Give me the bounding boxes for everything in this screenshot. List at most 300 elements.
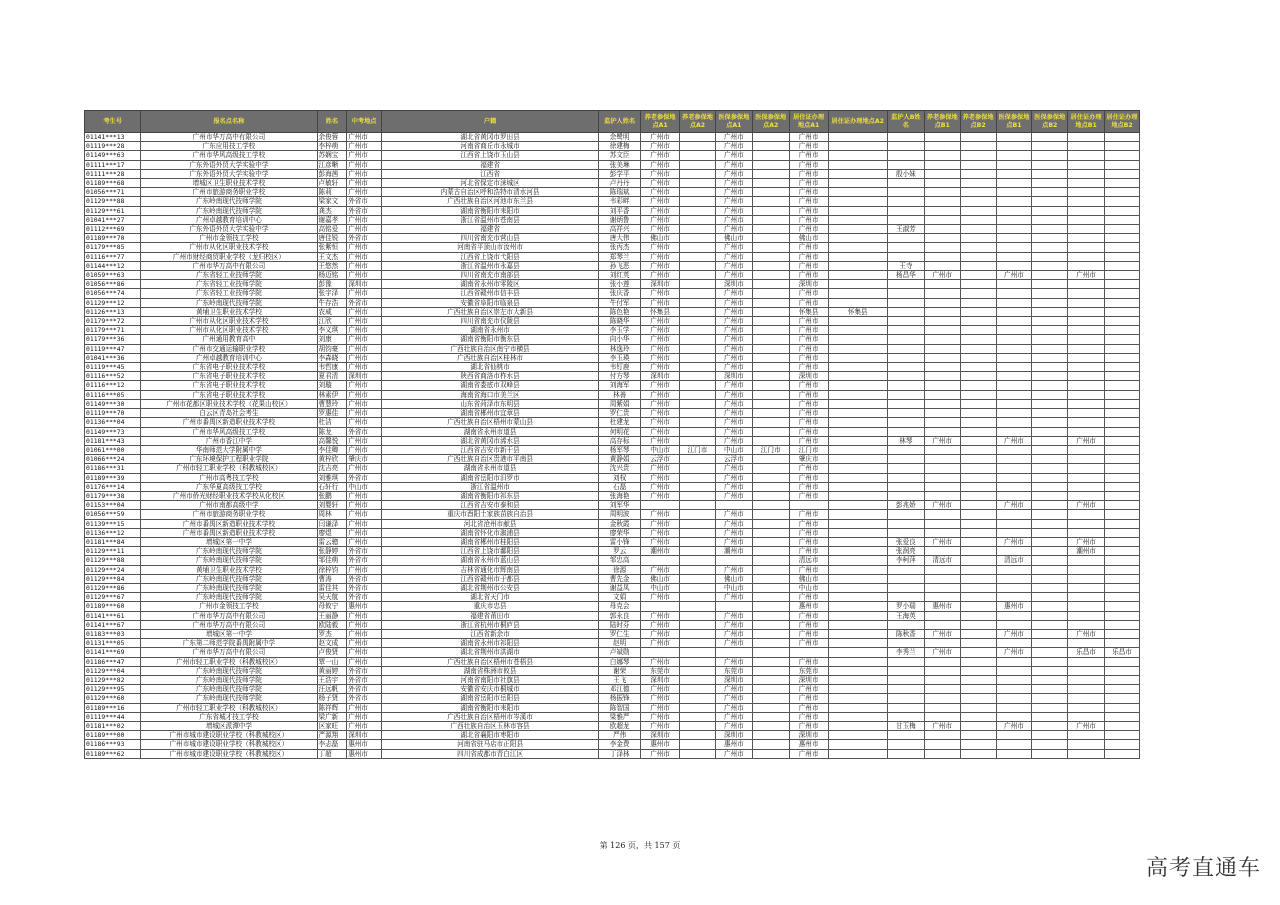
table-cell — [924, 188, 960, 197]
table-cell — [1105, 491, 1140, 500]
table-cell: 徐源 — [599, 565, 641, 574]
table-cell: 谢炳鲁 — [599, 215, 641, 224]
table-cell — [828, 261, 887, 270]
table-cell — [752, 436, 789, 445]
table-cell — [887, 418, 924, 427]
table-cell: 内蒙古自治区呼和浩特市清水河县 — [382, 188, 599, 197]
table-cell: 福建省莆田市 — [382, 611, 599, 620]
table-cell: 广东岭南现代技师学院 — [141, 593, 317, 602]
table-cell — [1032, 252, 1068, 261]
table-cell: 赵明 — [599, 639, 641, 648]
table-cell — [996, 482, 1032, 491]
table-cell: 广州通用教育高中 — [141, 335, 317, 344]
table-row — [85, 629, 1140, 638]
table-cell: 河南省商丘市永城市 — [382, 142, 599, 151]
table-cell: 广州市 — [641, 169, 680, 178]
table-cell — [1032, 445, 1068, 454]
table-cell — [1105, 639, 1140, 648]
table-cell: 广州市华风高级技工学校 — [141, 427, 317, 436]
table-cell — [752, 298, 789, 307]
table-cell — [960, 583, 996, 592]
table-cell: 佛山市 — [715, 234, 752, 243]
table-cell — [960, 353, 996, 362]
table-cell — [996, 243, 1032, 252]
table-cell: 深圳市 — [715, 675, 752, 684]
table-cell: 吉林省通化市辉南县 — [382, 565, 599, 574]
table-cell: 清远市 — [924, 556, 960, 565]
table-cell: 怀集县 — [641, 307, 680, 316]
table-cell: 广州市 — [996, 648, 1032, 657]
table-cell: 广州市 — [641, 160, 680, 169]
table-row — [85, 528, 1140, 537]
table-cell — [752, 215, 789, 224]
table-cell: 母攸宁 — [317, 602, 347, 611]
table-cell: 广州市 — [924, 722, 960, 731]
table-cell: 广州市 — [641, 225, 680, 234]
table-cell: 石轩行 — [317, 482, 347, 491]
table-cell — [1105, 740, 1140, 749]
table-cell: 广州市 — [347, 409, 382, 418]
table-cell: 广西壮族自治区河池市东兰县 — [382, 197, 599, 206]
table-cell — [1032, 491, 1068, 500]
table-cell: 广州市 — [347, 390, 382, 399]
table-cell — [752, 261, 789, 270]
table-cell — [1068, 409, 1105, 418]
table-cell: 广东岭南现代技师学院 — [141, 547, 317, 556]
table-row — [85, 298, 1140, 307]
table-cell: 01186***47 — [85, 657, 141, 666]
table-cell: 中山市 — [347, 482, 382, 491]
table-cell — [680, 565, 716, 574]
table-cell — [924, 519, 960, 528]
table-row — [85, 510, 1140, 519]
table-cell — [752, 537, 789, 546]
table-cell — [924, 151, 960, 160]
table-cell: 殷小妹 — [887, 169, 924, 178]
table-cell — [960, 252, 996, 261]
table-cell — [1068, 675, 1105, 684]
table-cell: 刘海军 — [599, 381, 641, 390]
table-cell: 外省市 — [347, 666, 382, 675]
table-cell: 01141***69 — [85, 648, 141, 657]
table-cell — [960, 188, 996, 197]
table-cell — [887, 445, 924, 454]
table-cell: 01181***84 — [85, 537, 141, 546]
table-cell — [996, 749, 1032, 758]
table-cell: 广州市 — [347, 381, 382, 390]
table-cell: 湖北省荆州市公安县 — [382, 583, 599, 592]
table-cell: 云浮市 — [715, 455, 752, 464]
table-cell: 怀集县 — [789, 307, 828, 316]
table-cell: 广州市 — [641, 390, 680, 399]
table-cell — [680, 215, 716, 224]
table-cell: 湖北省襄阳市枣阳市 — [382, 731, 599, 740]
table-cell: 01141***13 — [85, 133, 141, 142]
table-cell — [887, 464, 924, 473]
table-row — [85, 363, 1140, 372]
table-cell: 增城区派潭中学 — [141, 722, 317, 731]
table-cell: 雷佳其 — [317, 583, 347, 592]
table-cell: 广州市 — [715, 722, 752, 731]
table-cell — [752, 528, 789, 537]
table-cell — [752, 583, 789, 592]
table-cell — [1105, 243, 1140, 252]
table-cell: 广西壮族自治区贵港市平南县 — [382, 455, 599, 464]
table-cell: 张静婷 — [317, 547, 347, 556]
table-cell — [996, 740, 1032, 749]
table-cell — [1068, 519, 1105, 528]
table-cell — [715, 501, 752, 510]
table-cell: 广州市 — [641, 510, 680, 519]
table-cell: 黄丽婷 — [317, 666, 347, 675]
table-cell: 外省市 — [347, 427, 382, 436]
table-cell: 广州市旅游商务职业学校 — [141, 510, 317, 519]
table-cell — [1068, 289, 1105, 298]
table-row — [85, 666, 1140, 675]
table-cell — [924, 243, 960, 252]
table-cell — [887, 289, 924, 298]
table-cell: 广州市 — [789, 252, 828, 261]
table-cell: 王文杰 — [317, 252, 347, 261]
table-row — [85, 142, 1140, 151]
table-cell — [1032, 243, 1068, 252]
table-cell — [752, 179, 789, 188]
table-cell — [828, 611, 887, 620]
table-cell — [1032, 169, 1068, 178]
table-cell — [996, 280, 1032, 289]
table-cell — [1105, 510, 1140, 519]
table-cell — [680, 418, 716, 427]
table-cell — [887, 399, 924, 408]
table-cell: 湖北省黄冈市罗田县 — [382, 133, 599, 142]
table-cell: 广东岭南现代技师学院 — [141, 298, 317, 307]
table-cell — [924, 298, 960, 307]
table-cell — [1105, 353, 1140, 362]
table-cell: 张紫恒 — [317, 243, 347, 252]
table-cell — [752, 399, 789, 408]
table-row — [85, 289, 1140, 298]
table-cell — [887, 712, 924, 721]
table-cell — [752, 593, 789, 602]
table-cell: 刘权 — [599, 473, 641, 482]
table-cell: 广州市 — [715, 261, 752, 270]
table-cell — [996, 528, 1032, 537]
table-cell: 广州市 — [789, 215, 828, 224]
table-cell: 01129***86 — [85, 583, 141, 592]
table-cell — [752, 188, 789, 197]
table-cell — [752, 740, 789, 749]
table-cell: 01136***12 — [85, 528, 141, 537]
table-cell — [924, 353, 960, 362]
table-cell — [887, 372, 924, 381]
table-cell — [960, 694, 996, 703]
table-cell: 01129***82 — [85, 675, 141, 684]
table-cell: 广州市 — [347, 215, 382, 224]
table-cell: 外省市 — [347, 694, 382, 703]
table-cell: 广州市番禺区新造职业技术学校 — [141, 418, 317, 427]
table-cell — [924, 685, 960, 694]
table-cell — [1105, 188, 1140, 197]
table-cell — [996, 133, 1032, 142]
table-cell: 广州市 — [641, 473, 680, 482]
table-cell: 河北省保定市涞城区 — [382, 179, 599, 188]
table-cell: 湖南省永州市蓝山县 — [382, 556, 599, 565]
table-cell: 广州市 — [347, 133, 382, 142]
table-cell: 刘康 — [317, 335, 347, 344]
table-cell — [887, 491, 924, 500]
table-cell — [1105, 629, 1140, 638]
table-cell — [1032, 565, 1068, 574]
table-cell: 广州市 — [347, 445, 382, 454]
table-cell — [924, 160, 960, 169]
table-cell — [996, 657, 1032, 666]
table-cell: 广州市 — [347, 657, 382, 666]
table-cell — [887, 685, 924, 694]
column-header: 医保参保地点B1 — [996, 111, 1032, 133]
table-cell — [1068, 464, 1105, 473]
table-cell — [996, 215, 1032, 224]
table-cell: 01119***45 — [85, 363, 141, 372]
table-cell: 张宇泽 — [317, 289, 347, 298]
table-cell: 黄静娟 — [599, 455, 641, 464]
table-cell — [752, 556, 789, 565]
table-cell — [1068, 731, 1105, 740]
table-cell — [752, 317, 789, 326]
table-cell: 外省市 — [347, 574, 382, 583]
table-cell: 惠州市 — [789, 740, 828, 749]
table-cell — [680, 666, 716, 675]
table-cell — [1068, 528, 1105, 537]
table-cell: 广州市 — [715, 491, 752, 500]
table-cell: 广州市 — [715, 335, 752, 344]
table-cell: 河南省平顶山市汝州市 — [382, 243, 599, 252]
column-header: 考生号 — [85, 111, 141, 133]
table-row — [85, 215, 1140, 224]
table-cell — [752, 629, 789, 638]
table-cell: 广州市 — [347, 648, 382, 657]
table-cell: 广州市 — [715, 399, 752, 408]
table-cell — [752, 197, 789, 206]
table-cell: 广东省城才技工学校 — [141, 712, 317, 721]
table-cell: 夏君清 — [317, 372, 347, 381]
table-cell: 广州市 — [641, 133, 680, 142]
table-cell: 广州市 — [715, 537, 752, 546]
table-cell — [1105, 252, 1140, 261]
table-row — [85, 685, 1140, 694]
table-row — [85, 307, 1140, 316]
table-cell — [1032, 298, 1068, 307]
table-cell: 01066***24 — [85, 455, 141, 464]
table-cell: 广州市 — [641, 694, 680, 703]
table-cell: 欧陆毅 — [317, 620, 347, 629]
table-cell: 湖南省衡阳市耒阳市 — [382, 703, 599, 712]
table-cell: 01181***02 — [85, 722, 141, 731]
table-cell — [887, 234, 924, 243]
table-cell — [996, 611, 1032, 620]
table-cell: 广州市 — [789, 271, 828, 280]
table-cell — [1105, 731, 1140, 740]
table-cell: 肇庆市 — [347, 455, 382, 464]
table-cell: 广州市 — [715, 611, 752, 620]
table-cell — [924, 694, 960, 703]
table-cell: 李柯萍 — [887, 556, 924, 565]
table-cell: 广州市 — [789, 289, 828, 298]
table-cell — [1032, 234, 1068, 243]
table-cell — [996, 675, 1032, 684]
table-cell — [828, 335, 887, 344]
table-cell: 广州市 — [347, 722, 382, 731]
table-cell — [752, 482, 789, 491]
table-cell — [996, 326, 1032, 335]
table-cell — [680, 409, 716, 418]
table-cell — [752, 225, 789, 234]
table-cell — [960, 491, 996, 500]
table-cell: 广州市 — [715, 225, 752, 234]
table-cell: 湖南省株洲市攸县 — [382, 666, 599, 675]
table-cell: 江西省吉安市泰和县 — [382, 501, 599, 510]
table-cell — [1105, 206, 1140, 215]
table-cell: 广州市城市建设职业学校（科教城校区） — [141, 740, 317, 749]
table-cell — [887, 252, 924, 261]
table-cell: 山东省菏泽市东明县 — [382, 399, 599, 408]
table-cell — [996, 639, 1032, 648]
table-cell — [1032, 289, 1068, 298]
table-cell — [960, 381, 996, 390]
table-cell — [960, 593, 996, 602]
table-cell: 徐建梅 — [599, 142, 641, 151]
table-cell — [752, 151, 789, 160]
table-cell — [1068, 151, 1105, 160]
table-cell — [960, 639, 996, 648]
table-cell — [887, 206, 924, 215]
table-cell: 广州市 — [641, 629, 680, 638]
table-cell — [680, 289, 716, 298]
table-cell — [828, 160, 887, 169]
table-cell — [828, 169, 887, 178]
table-cell — [680, 556, 716, 565]
table-cell: 广州市 — [715, 363, 752, 372]
table-cell: 01129***04 — [85, 666, 141, 675]
table-cell: 湖南省娄底市双峰县 — [382, 381, 599, 390]
table-cell: 广州市 — [715, 712, 752, 721]
table-cell — [828, 151, 887, 160]
table-cell: 梁广新 — [317, 712, 347, 721]
table-cell — [1105, 611, 1140, 620]
table-cell — [752, 234, 789, 243]
table-cell — [828, 234, 887, 243]
table-cell: 广州市 — [347, 169, 382, 178]
table-cell: 金秋霞 — [599, 519, 641, 528]
table-cell: 江西省赣州市信丰县 — [382, 289, 599, 298]
table-cell: 安徽省安庆市桐城市 — [382, 685, 599, 694]
table-cell: 广州市 — [715, 344, 752, 353]
table-cell: 广州市 — [641, 611, 680, 620]
table-cell: 01149***63 — [85, 151, 141, 160]
table-row — [85, 280, 1140, 289]
table-cell — [1032, 261, 1068, 270]
table-cell: 广东岭南现代技师学院 — [141, 197, 317, 206]
table-cell — [1068, 427, 1105, 436]
table-cell: 01129***67 — [85, 593, 141, 602]
table-cell — [1105, 409, 1140, 418]
column-header: 报名点名称 — [141, 111, 317, 133]
table-cell — [1105, 547, 1140, 556]
table-cell — [752, 418, 789, 427]
table-row — [85, 409, 1140, 418]
table-cell — [887, 455, 924, 464]
table-cell: 高存标 — [599, 436, 641, 445]
table-cell: 云浮市 — [641, 455, 680, 464]
table-cell — [680, 482, 716, 491]
table-cell: 杨振锋 — [599, 694, 641, 703]
table-cell — [1068, 390, 1105, 399]
table-cell — [1032, 602, 1068, 611]
table-cell: 广州市 — [715, 703, 752, 712]
table-cell — [828, 722, 887, 731]
table-cell: 四川省成都市青白江区 — [382, 749, 599, 758]
table-cell: 李义琪 — [317, 326, 347, 335]
table-cell: 广州市 — [789, 620, 828, 629]
table-cell — [828, 142, 887, 151]
table-cell: 重庆市忠县 — [382, 602, 599, 611]
table-cell: 01149***73 — [85, 427, 141, 436]
table-cell: 广州市 — [1068, 436, 1105, 445]
table-cell: 深圳市 — [347, 280, 382, 289]
table-cell: 01129***60 — [85, 694, 141, 703]
table-cell: 01139***15 — [85, 519, 141, 528]
table-cell: 01119***28 — [85, 142, 141, 151]
table-cell — [680, 731, 716, 740]
table-cell — [1032, 381, 1068, 390]
table-cell — [752, 381, 789, 390]
table-cell — [1032, 657, 1068, 666]
table-cell: 广州市 — [996, 271, 1032, 280]
table-cell — [1032, 740, 1068, 749]
table-cell — [1068, 206, 1105, 215]
table-cell: 深圳市 — [715, 731, 752, 740]
table-cell: 陕西省商洛市柞水县 — [382, 372, 599, 381]
table-cell: 广州市 — [715, 464, 752, 473]
table-cell — [1105, 427, 1140, 436]
table-cell: 广州市 — [715, 252, 752, 261]
table-cell — [828, 271, 887, 280]
table-cell: 黄埔卫生职业技术学校 — [141, 307, 317, 316]
table-cell: 广东岭南现代技师学院 — [141, 556, 317, 565]
column-header: 居住证办理地点B1 — [1068, 111, 1105, 133]
table-cell: 杨子贤 — [317, 694, 347, 703]
table-cell: 广州市 — [641, 179, 680, 188]
table-cell: 严源翔 — [317, 731, 347, 740]
table-cell — [680, 657, 716, 666]
table-cell — [996, 197, 1032, 206]
table-cell — [960, 666, 996, 675]
table-cell: 广州市 — [641, 353, 680, 362]
table-cell: 深圳市 — [715, 280, 752, 289]
table-cell: 外省市 — [347, 197, 382, 206]
table-cell — [1032, 712, 1068, 721]
table-cell: 广州市 — [789, 151, 828, 160]
table-cell — [1032, 307, 1068, 316]
table-cell — [1105, 593, 1140, 602]
table-cell — [887, 639, 924, 648]
table-cell — [996, 225, 1032, 234]
table-cell: 华南师范大学附属中学 — [141, 445, 317, 454]
table-cell — [887, 620, 924, 629]
table-cell — [960, 372, 996, 381]
table-cell: 付方琴 — [599, 372, 641, 381]
table-cell — [680, 593, 716, 602]
table-cell — [680, 574, 716, 583]
